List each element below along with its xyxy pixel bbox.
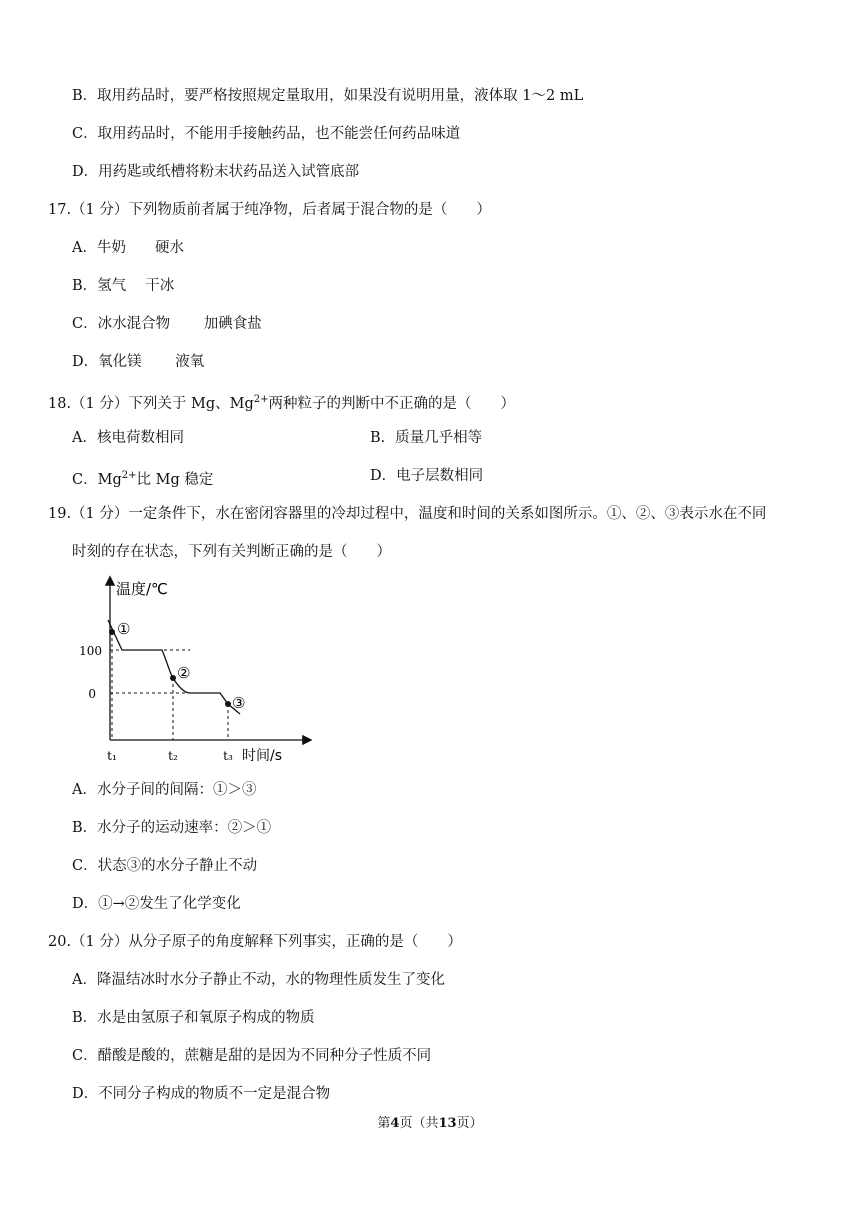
q19-stem-line1: 19.（1 分）一定条件下，水在密闭容器里的冷却过程中，温度和时间的关系如图所示。①、②、③表示水在不同 bbox=[48, 506, 767, 522]
footer-mid: 页（共 bbox=[399, 1116, 439, 1131]
y-tick-100: 100 bbox=[79, 644, 102, 658]
point-1 bbox=[109, 629, 115, 635]
q16-option-d: D．用药匙或纸槽将粉末状药品送入试管底部 bbox=[72, 164, 360, 180]
q20-option-a: A．降温结冰时水分子静止不动，水的物理性质发生了变化 bbox=[72, 972, 445, 988]
q18-option-b: B．质量几乎相等 bbox=[370, 430, 483, 446]
q19-option-d: D．①→②发生了化学变化 bbox=[72, 896, 241, 912]
q19-stem-line2: 时刻的存在状态，下列有关判断正确的是（ ） bbox=[72, 544, 391, 560]
q17-option-d: D．氧化镁 液氧 bbox=[72, 354, 205, 370]
x-tick-t2: t₂ bbox=[168, 749, 178, 763]
q17-option-a: A．牛奶 硬水 bbox=[72, 240, 184, 256]
q20-stem: 20.（1 分）从分子原子的角度解释下列事实，正确的是（ ） bbox=[48, 934, 462, 950]
q18-option-c-sup: 2+ bbox=[121, 470, 137, 481]
q18-stem-post: 两种粒子的判断中不正确的是（ ） bbox=[268, 396, 516, 412]
q18-option-d: D．电子层数相同 bbox=[370, 468, 484, 484]
q17-stem: 17.（1 分）下列物质前者属于纯净物，后者属于混合物的是（ ） bbox=[48, 202, 491, 218]
q18-option-c-pre: C．Mg bbox=[72, 472, 122, 488]
q18-option-a: A．核电荷数相同 bbox=[72, 430, 184, 446]
q18-stem-pre: 18.（1 分）下列关于 Mg、Mg bbox=[48, 396, 254, 412]
point-3-label: ③ bbox=[232, 694, 246, 712]
q18-stem bbox=[48, 390, 515, 414]
point-2-label: ② bbox=[177, 664, 191, 682]
q20-option-d: D．不同分子构成的物质不一定是混合物 bbox=[72, 1086, 331, 1102]
footer-total-pages: 13 bbox=[438, 1116, 457, 1131]
point-1-label: ① bbox=[117, 620, 131, 638]
q16-option-c: C．取用药品时，不能用手接触药品，也不能尝任何药品味道 bbox=[72, 126, 461, 142]
q19-option-b: B．水分子的运动速率：②＞① bbox=[72, 820, 272, 836]
q16-option-b: B．取用药品时，要严格按照规定量取用，如果没有说明用量，液体取 1～2 mL bbox=[72, 88, 584, 104]
q18-option-c bbox=[72, 466, 213, 490]
q18-stem-sup: 2+ bbox=[253, 394, 269, 405]
page-footer bbox=[0, 1112, 860, 1131]
footer-page-number: 4 bbox=[390, 1116, 400, 1131]
q20-option-b: B．水是由氢原子和氧原子构成的物质 bbox=[72, 1010, 315, 1026]
q17-option-c: C．冰水混合物 加碘食盐 bbox=[72, 316, 262, 332]
q19-option-a: A．水分子间的间隔：①＞③ bbox=[72, 782, 257, 798]
q19-option-c: C．状态③的水分子静止不动 bbox=[72, 858, 258, 874]
cooling-curve-figure bbox=[70, 572, 330, 772]
point-2 bbox=[170, 675, 176, 681]
q18-option-c-post: 比 Mg 稳定 bbox=[136, 472, 214, 488]
q17-option-b: B．氢气 干冰 bbox=[72, 278, 175, 294]
x-axis-label: 时间/s bbox=[242, 748, 283, 764]
y-tick-0: 0 bbox=[88, 687, 96, 701]
point-3 bbox=[225, 701, 231, 707]
x-tick-t1: t₁ bbox=[107, 749, 117, 763]
footer-post: 页） bbox=[456, 1116, 483, 1131]
q20-option-c: C．醋酸是酸的，蔗糖是甜的是因为不同种分子性质不同 bbox=[72, 1048, 432, 1064]
footer-pre: 第 bbox=[377, 1116, 391, 1131]
x-tick-t3: t₃ bbox=[223, 749, 233, 763]
y-axis-label: 温度/℃ bbox=[116, 580, 168, 598]
